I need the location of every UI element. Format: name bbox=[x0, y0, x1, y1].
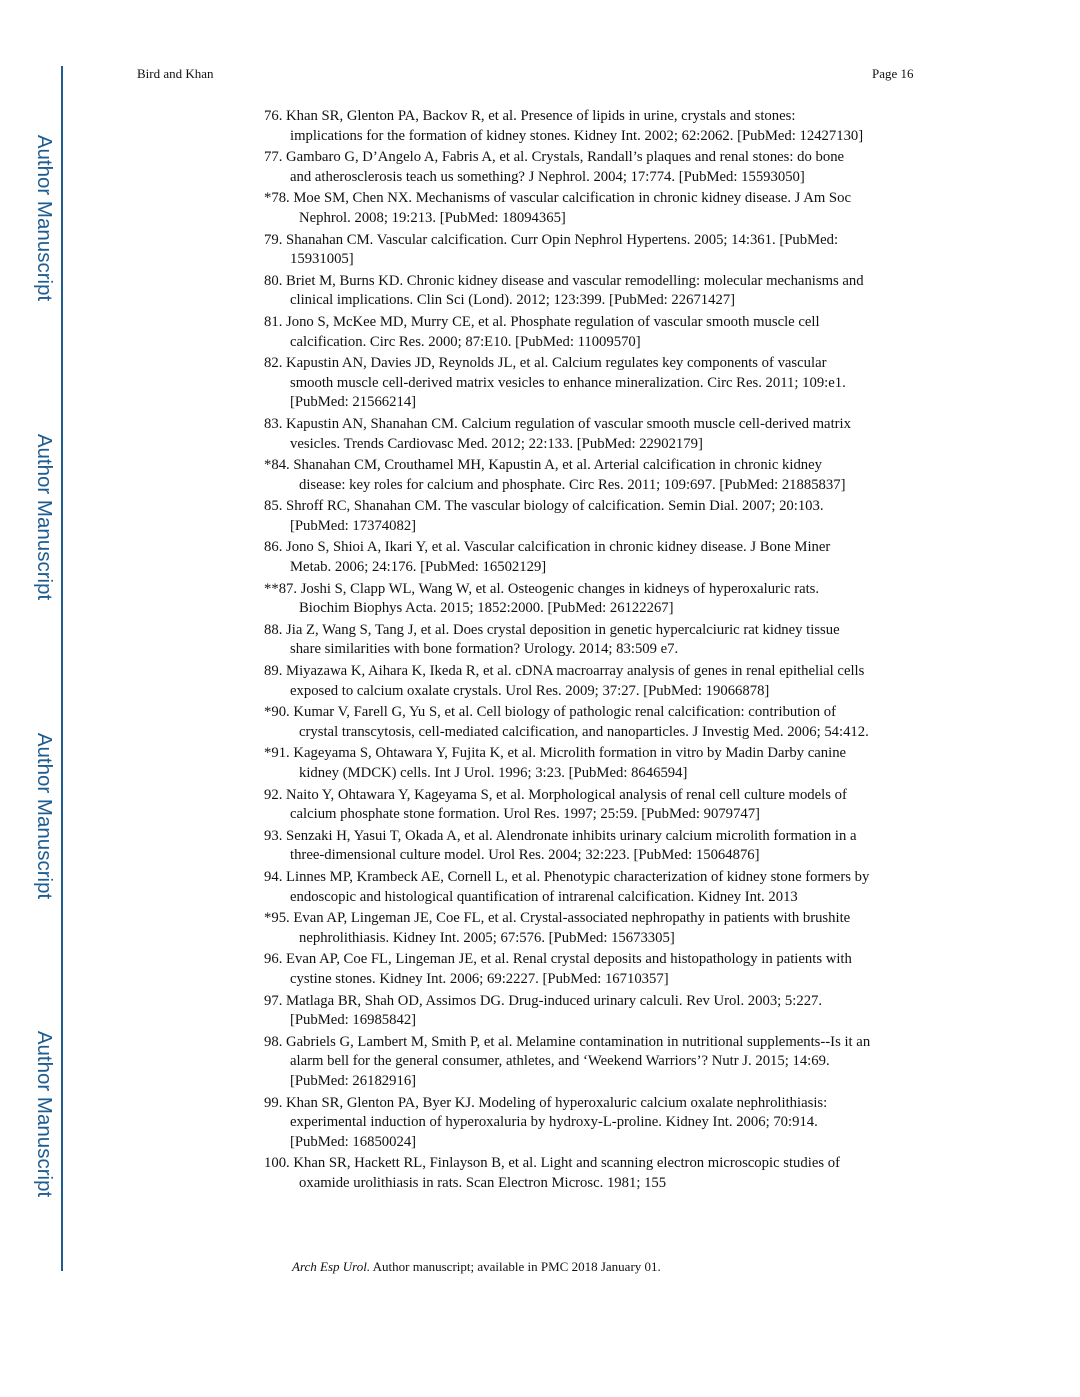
reference-item bbox=[264, 827, 924, 866]
reference-line-continued: endoscopic and histological quantification of intrarenal calcification. Kidney Int. 2013 bbox=[290, 888, 798, 905]
reference-item bbox=[264, 313, 924, 352]
reference-item bbox=[264, 744, 924, 783]
reference-line-first: 89. Miyazawa K, Aihara K, Ikeda R, et al. cDNA macroarray analysis of genes in renal epithelial cells bbox=[264, 663, 865, 680]
reference-line-continued: Nephrol. 2008; 19:213. [PubMed: 18094365] bbox=[299, 209, 566, 226]
reference-line-continued: experimental induction of hyperoxaluria by hydroxy-L-proline. Kidney Int. 2006; 70:914. bbox=[290, 1114, 818, 1131]
side-rule bbox=[61, 66, 63, 1271]
reference-line-continued: smooth muscle cell-derived matrix vesicles to enhance mineralization. Circ Res. 2011; 109:e1. bbox=[290, 374, 846, 391]
reference-item bbox=[264, 868, 924, 907]
reference-line-first: 83. Kapustin AN, Shanahan CM. Calcium regulation of vascular smooth muscle cell-derived matrix bbox=[264, 415, 851, 432]
reference-line-first: 86. Jono S, Shioi A, Ikari Y, et al. Vascular calcification in chronic kidney disease. J Bone Miner bbox=[264, 539, 831, 556]
reference-line-continued: alarm bell for the general consumer, athletes, and ‘Weekend Warriors’? Nutr J. 2015; 14:69. bbox=[290, 1053, 830, 1070]
reference-item bbox=[264, 1033, 924, 1092]
reference-line-continued: oxamide urolithiasis in rats. Scan Electron Microsc. 1981; 155 bbox=[299, 1174, 667, 1191]
reference-line-first: 82. Kapustin AN, Davies JD, Reynolds JL, et al. Calcium regulates key components of vascular bbox=[264, 355, 827, 372]
reference-list bbox=[264, 107, 924, 1195]
reference-line-continued: [PubMed: 16850024] bbox=[290, 1133, 417, 1150]
reference-line-continued: calcification. Circ Res. 2000; 87:E10. [PubMed: 11009570] bbox=[290, 333, 641, 350]
reference-item bbox=[264, 231, 924, 270]
reference-line-first: 100. Khan SR, Hackett RL, Finlayson B, et al. Light and scanning electron microscopic studies of bbox=[264, 1155, 840, 1172]
reference-item bbox=[264, 456, 924, 495]
reference-line-first: **87. Joshi S, Clapp WL, Wang W, et al. Osteogenic changes in kidneys of hyperoxaluric rats. bbox=[264, 580, 820, 597]
reference-line-first: *78. Moe SM, Chen NX. Mechanisms of vascular calcification in chronic kidney disease. J Am Soc bbox=[264, 190, 851, 207]
reference-line-first: 97. Matlaga BR, Shah OD, Assimos DG. Drug-induced urinary calculi. Rev Urol. 2003; 5:227. bbox=[264, 992, 823, 1009]
reference-line-continued: and atherosclerosis teach us something? J Nephrol. 2004; 17:774. [PubMed: 15593050] bbox=[290, 168, 805, 185]
reference-line-continued: clinical implications. Clin Sci (Lond). 2012; 123:399. [PubMed: 22671427] bbox=[290, 292, 736, 309]
reference-item bbox=[264, 1154, 924, 1193]
reference-line-first: *95. Evan AP, Lingeman JE, Coe FL, et al. Crystal-associated nephropathy in patients with brushite bbox=[264, 910, 851, 927]
reference-line-first: *90. Kumar V, Farell G, Yu S, et al. Cell biology of pathologic renal calcification: contribution of bbox=[264, 704, 837, 721]
reference-line-first: 80. Briet M, Burns KD. Chronic kidney disease and vascular remodelling: molecular mechanisms and bbox=[264, 272, 864, 289]
reference-line-first: 93. Senzaki H, Yasui T, Okada A, et al. Alendronate inhibits urinary calcium microlith formation in a bbox=[264, 827, 857, 844]
reference-line-first: 92. Naito Y, Ohtawara Y, Kageyama S, et al. Morphological analysis of renal cell culture models of bbox=[264, 786, 847, 803]
reference-line-first: 88. Jia Z, Wang S, Tang J, et al. Does crystal deposition in genetic hypercalciuric rat kidney tissue bbox=[264, 621, 840, 638]
reference-line-continued: share similarities with bone formation? Urology. 2014; 83:509 e7. bbox=[290, 641, 679, 658]
reference-line-first: 81. Jono S, McKee MD, Murry CE, et al. Phosphate regulation of vascular smooth muscle cell bbox=[264, 313, 820, 330]
reference-line-first: 76. Khan SR, Glenton PA, Backov R, et al. Presence of lipids in urine, crystals and stones: bbox=[264, 108, 796, 124]
reference-line-continued: [PubMed: 21566214] bbox=[290, 394, 417, 411]
reference-item bbox=[264, 786, 924, 825]
reference-item bbox=[264, 107, 924, 146]
reference-line-continued: [PubMed: 16985842] bbox=[290, 1012, 417, 1029]
reference-item bbox=[264, 354, 924, 413]
side-label-author-manuscript: Author Manuscript bbox=[33, 1030, 56, 1198]
reference-item bbox=[264, 148, 924, 187]
reference-line-first: 94. Linnes MP, Krambeck AE, Cornell L, et al. Phenotypic characterization of kidney stone formers by bbox=[264, 868, 870, 885]
reference-line-first: 77. Gambaro G, D’Angelo A, Fabris A, et al. Crystals, Randall’s plaques and renal stones: do bone bbox=[264, 149, 845, 166]
reference-item bbox=[264, 621, 924, 660]
reference-line-continued: crystal transcytosis, cell-mediated calcification, and nanoparticles. J Investig Med. 2006; 54:412. bbox=[299, 723, 869, 740]
reference-line-continued: disease: key roles for calcium and phosphate. Circ Res. 2011; 109:697. [PubMed: 21885837] bbox=[299, 476, 846, 493]
reference-line-continued: kidney (MDCK) cells. Int J Urol. 1996; 3:23. [PubMed: 8646594] bbox=[299, 765, 688, 781]
page-number: Page 16 bbox=[872, 66, 914, 81]
side-label-author-manuscript: Author Manuscript bbox=[33, 732, 56, 900]
reference-line-continued: Metab. 2006; 24:176. [PubMed: 16502129] bbox=[290, 559, 547, 576]
reference-item bbox=[264, 272, 924, 311]
reference-line-first: *84. Shanahan CM, Crouthamel MH, Kapustin A, et al. Arterial calcification in chronic kidney bbox=[264, 457, 822, 474]
reference-item bbox=[264, 415, 924, 454]
reference-item bbox=[264, 950, 924, 989]
reference-line-continued: three-dimensional culture model. Urol Res. 2004; 32:223. [PubMed: 15064876] bbox=[290, 847, 760, 864]
reference-item bbox=[264, 538, 924, 577]
side-label-author-manuscript: Author Manuscript bbox=[33, 134, 56, 302]
reference-item bbox=[264, 662, 924, 701]
reference-line-continued: cystine stones. Kidney Int. 2006; 69:2227. [PubMed: 16710357] bbox=[290, 970, 669, 987]
reference-line-continued: nephrolithiasis. Kidney Int. 2005; 67:576. [PubMed: 15673305] bbox=[299, 929, 675, 946]
reference-item bbox=[264, 909, 924, 948]
reference-line-continued: 15931005] bbox=[290, 251, 354, 268]
reference-line-first: *91. Kageyama S, Ohtawara Y, Fujita K, et al. Microlith formation in vitro by Madin Darby canine bbox=[264, 745, 847, 762]
footer bbox=[292, 1259, 661, 1275]
reference-line-continued: [PubMed: 26182916] bbox=[290, 1072, 417, 1089]
reference-line-first: 85. Shroff RC, Shanahan CM. The vascular biology of calcification. Semin Dial. 2007; 20:103. bbox=[264, 498, 824, 515]
reference-line-continued: vesicles. Trends Cardiovasc Med. 2012; 22:133. [PubMed: 22902179] bbox=[290, 435, 703, 452]
reference-line-continued: [PubMed: 17374082] bbox=[290, 517, 417, 534]
footer-text: Author manuscript; available in PMC 2018 January 01. bbox=[370, 1259, 661, 1274]
reference-item bbox=[264, 703, 924, 742]
reference-line-first: 79. Shanahan CM. Vascular calcification. Curr Opin Nephrol Hypertens. 2005; 14:361. [PubMed: bbox=[264, 231, 839, 248]
reference-item bbox=[264, 189, 924, 228]
reference-item bbox=[264, 497, 924, 536]
reference-line-first: 96. Evan AP, Coe FL, Lingeman JE, et al. Renal crystal deposits and histopathology in patients with bbox=[264, 951, 852, 968]
reference-line-continued: calcium phosphate stone formation. Urol Res. 1997; 25:59. [PubMed: 9079747] bbox=[290, 806, 760, 823]
reference-item bbox=[264, 1094, 924, 1153]
running-header-authors: Bird and Khan bbox=[137, 66, 214, 81]
reference-line-first: 99. Khan SR, Glenton PA, Byer KJ. Modeling of hyperoxaluric calcium oxalate nephrolithiasis: bbox=[264, 1094, 828, 1111]
side-label-author-manuscript: Author Manuscript bbox=[33, 433, 56, 601]
reference-item bbox=[264, 580, 924, 619]
reference-line-continued: Biochim Biophys Acta. 2015; 1852:2000. [PubMed: 26122267] bbox=[299, 600, 674, 617]
reference-line-continued: implications for the formation of kidney stones. Kidney Int. 2002; 62:2062. [PubMed: 12427130] bbox=[290, 127, 864, 144]
reference-item bbox=[264, 992, 924, 1031]
reference-line-first: 98. Gabriels G, Lambert M, Smith P, et al. Melamine contamination in nutritional supplements--Is it an bbox=[264, 1033, 871, 1050]
reference-line-continued: exposed to calcium oxalate crystals. Urol Res. 2009; 37:27. [PubMed: 19066878] bbox=[290, 682, 770, 699]
footer-journal: Arch Esp Urol. bbox=[292, 1259, 371, 1274]
